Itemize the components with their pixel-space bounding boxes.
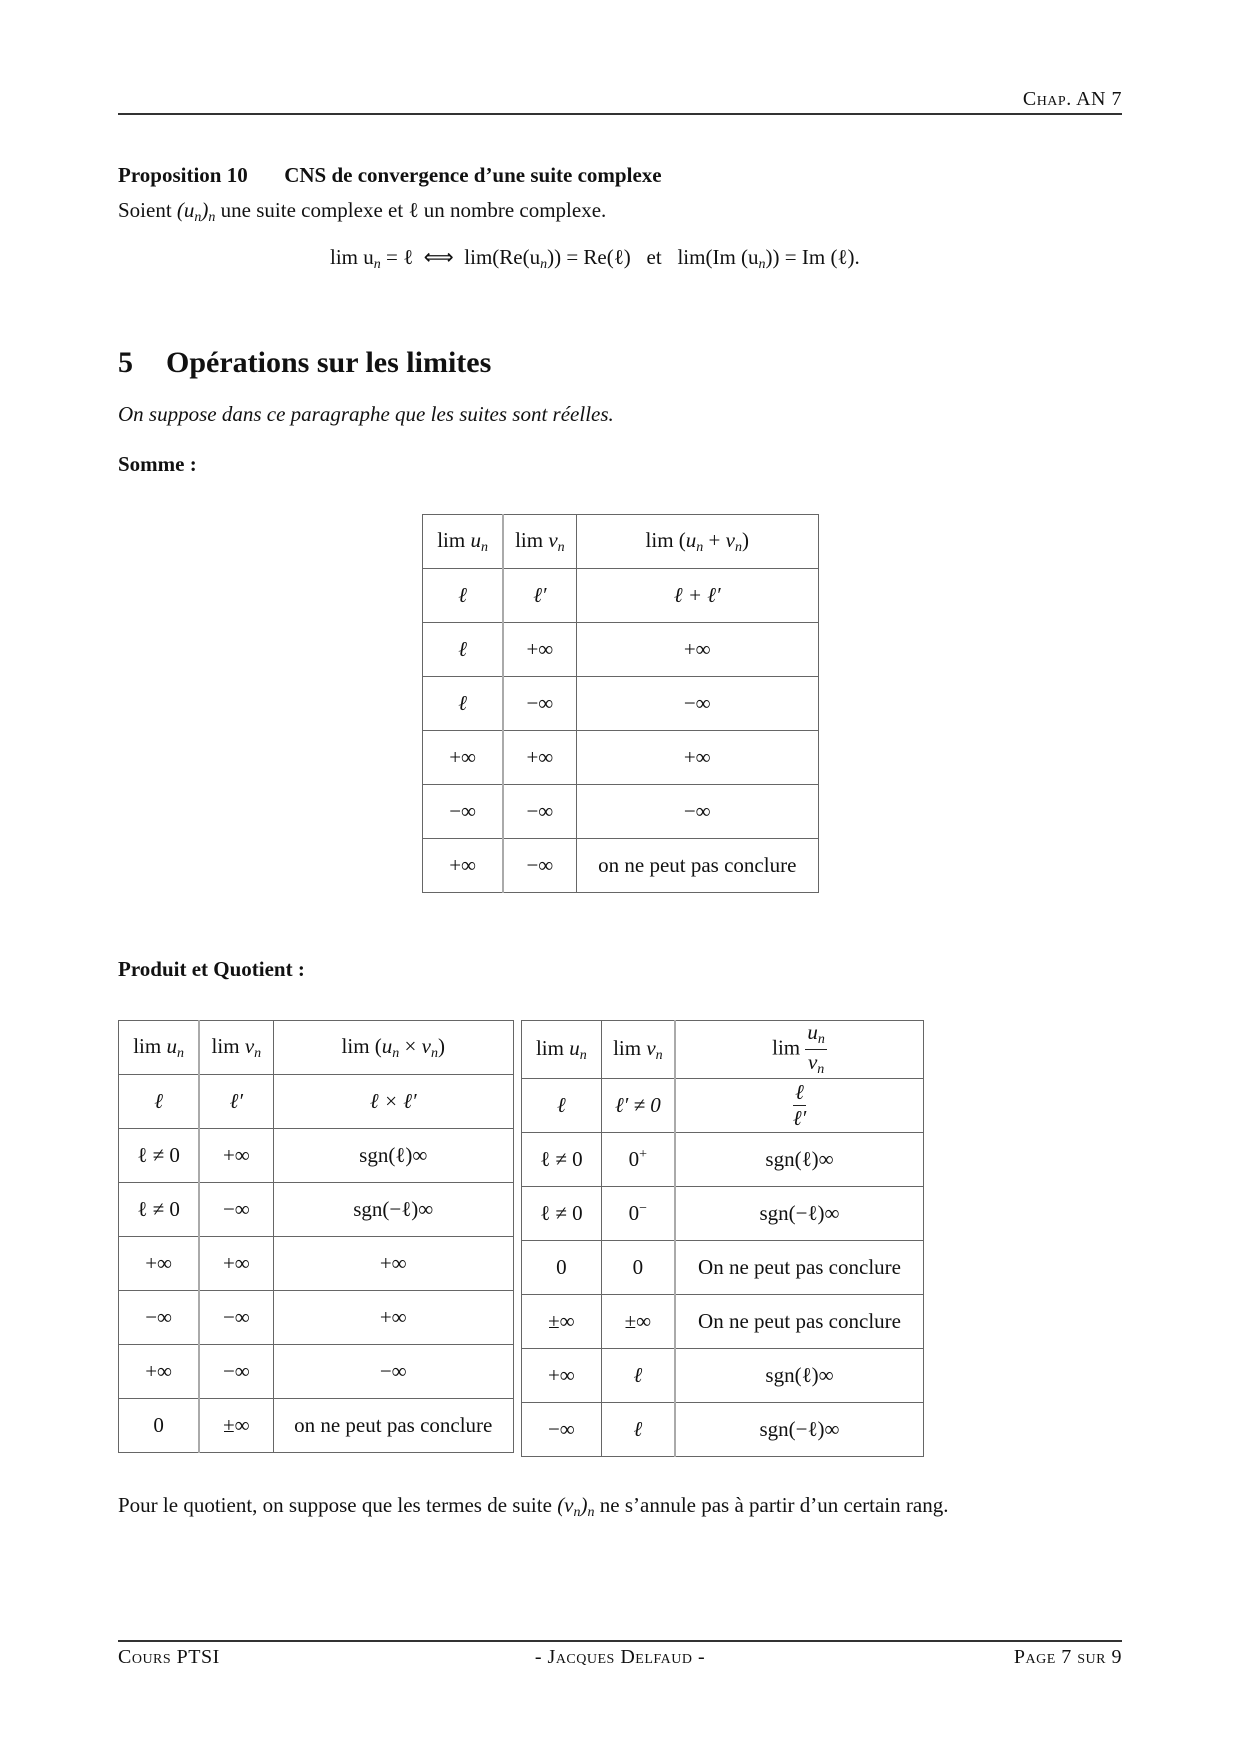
table-row [522, 1241, 924, 1295]
cell: +∞ [423, 731, 504, 785]
cell: −∞ [199, 1345, 273, 1399]
sequence-un: $(u_n)_n$ [176, 198, 216, 225]
proposition-title: CNS de convergence d’une suite complexe [284, 163, 662, 187]
cell: ℓ [423, 569, 504, 623]
cell: sgn(ℓ)∞ [675, 1133, 923, 1187]
table-row [522, 1295, 924, 1349]
table-header-row [423, 515, 819, 569]
chapter-header: Chap. AN 7 [1022, 88, 1122, 110]
cell: ℓ ≠ 0 [522, 1133, 602, 1187]
fraction-l-over-lprime: $\frac{\text{ℓ}}{\text{ℓ′}}$ [792, 1080, 807, 1130]
quotient-table [521, 1020, 924, 1457]
cell: −∞ [503, 839, 576, 893]
cell: ℓ′ [199, 1075, 273, 1129]
cell: ℓ′ ≠ 0 [601, 1079, 675, 1133]
cell: 0 [119, 1399, 200, 1453]
cell: +∞ [273, 1237, 514, 1291]
cell: on ne peut pas conclure [576, 839, 818, 893]
cell: −∞ [522, 1403, 602, 1457]
section-heading [118, 346, 491, 380]
cell: ±∞ [601, 1295, 675, 1349]
footer-right: Page 7 sur 9 [1013, 1646, 1122, 1668]
table-row [522, 1079, 924, 1133]
cell: ℓ ≠ 0 [522, 1187, 602, 1241]
cell: ℓ [119, 1075, 200, 1129]
cell: 0+ [601, 1133, 675, 1187]
table-header-row [522, 1021, 924, 1079]
somme-label: Somme : [118, 452, 197, 476]
table-header-row [119, 1021, 514, 1075]
header-lim-product: $\lim (u_n \times v_n)$ [273, 1021, 514, 1075]
table-row [119, 1291, 514, 1345]
cell: ℓ [423, 677, 504, 731]
cell: sgn(−ℓ)∞ [273, 1183, 514, 1237]
cell: ℓ ≠ 0 [119, 1183, 200, 1237]
cell: +∞ [522, 1349, 602, 1403]
somme-table [422, 514, 819, 893]
cell: +∞ [273, 1291, 514, 1345]
cell: ℓ′ [503, 569, 576, 623]
table-row [522, 1187, 924, 1241]
cell: sgn(ℓ)∞ [675, 1349, 923, 1403]
table-row [423, 785, 819, 839]
cell: ±∞ [522, 1295, 602, 1349]
cell: −∞ [273, 1345, 514, 1399]
table-row [522, 1349, 924, 1403]
cell: +∞ [423, 839, 504, 893]
fraction-un-over-vn: $\frac{u_n}{v_n}$ [807, 1020, 825, 1077]
cell: −∞ [119, 1291, 200, 1345]
table-row [119, 1345, 514, 1399]
table-row [423, 731, 819, 785]
header-lim-vn: $\lim v_n$ [503, 515, 576, 569]
cell: ±∞ [199, 1399, 273, 1453]
table-row [119, 1075, 514, 1129]
footer-center: - Jacques Delfaud - [534, 1646, 706, 1668]
table-row [423, 677, 819, 731]
header-lim-un: $\lim u_n$ [423, 515, 504, 569]
cell: sgn(−ℓ)∞ [675, 1187, 923, 1241]
cell: +∞ [199, 1237, 273, 1291]
cell: On ne peut pas conclure [675, 1241, 923, 1295]
cell: sgn(−ℓ)∞ [675, 1403, 923, 1457]
cell: −∞ [503, 677, 576, 731]
table-row [119, 1237, 514, 1291]
header-lim-un: $\lim u_n$ [119, 1021, 200, 1075]
table-row [522, 1133, 924, 1187]
cell: ℓ [522, 1079, 602, 1133]
header-lim-un: $\lim u_n$ [522, 1021, 602, 1079]
cell: −∞ [423, 785, 504, 839]
cell: ℓ [601, 1403, 675, 1457]
table-row [119, 1129, 514, 1183]
cell: +∞ [119, 1237, 200, 1291]
cell: +∞ [503, 731, 576, 785]
cell: −∞ [503, 785, 576, 839]
table-row [119, 1399, 514, 1453]
cell: ℓ [601, 1349, 675, 1403]
statement-prefix: Soient [118, 198, 172, 222]
footer-rule [118, 1640, 1122, 1642]
quotient-note: Pour le quotient, on suppose que les termes de suite $(v_n)_n$ ne s’annule pas à partir d’un certain rang. [118, 1493, 949, 1520]
cell: +∞ [576, 623, 818, 677]
cell: ℓ × ℓ′ [273, 1075, 514, 1129]
table-row [423, 839, 819, 893]
header-rule [118, 113, 1122, 115]
proposition-heading [118, 163, 662, 188]
section-number: 5 [118, 346, 133, 379]
produit-quotient-label: Produit et Quotient : [118, 957, 305, 981]
table-row [119, 1183, 514, 1237]
proposition-statement [118, 198, 606, 226]
proposition-label: Proposition 10 [118, 163, 248, 187]
header-lim-quotient: lim $\frac{u_n}{v_n}$ [675, 1021, 923, 1079]
section-intro: On suppose dans ce paragraphe que les suites sont réelles. [118, 402, 614, 426]
produit-table [118, 1020, 514, 1453]
cell: +∞ [503, 623, 576, 677]
table-row [522, 1403, 924, 1457]
cell: 0− [601, 1187, 675, 1241]
table-row [423, 569, 819, 623]
cell: −∞ [576, 785, 818, 839]
cell: on ne peut pas conclure [273, 1399, 514, 1453]
cell: 0 [522, 1241, 602, 1295]
cell: −∞ [576, 677, 818, 731]
table-row [423, 623, 819, 677]
header-lim-sum: $\lim (u_n + v_n)$ [576, 515, 818, 569]
cell: +∞ [199, 1129, 273, 1183]
cell: 0 [601, 1241, 675, 1295]
cell: On ne peut pas conclure [675, 1295, 923, 1349]
header-lim-vn: $\lim v_n$ [601, 1021, 675, 1079]
cell: +∞ [576, 731, 818, 785]
header-lim-vn: $\lim v_n$ [199, 1021, 273, 1075]
convergence-formula: $\lim u_n$ = ℓ ⟺ $\lim(Re(u_n))$ = Re(ℓ) et lim(Im $(u_n)) = Im$ (ℓ). [330, 245, 860, 272]
cell: +∞ [119, 1345, 200, 1399]
cell: ℓ + ℓ′ [576, 569, 818, 623]
cell [675, 1079, 923, 1133]
footer-left: Cours PTSI [118, 1646, 220, 1668]
section-title: Opérations sur les limites [166, 346, 492, 379]
cell: −∞ [199, 1291, 273, 1345]
cell: ℓ [423, 623, 504, 677]
cell: sgn(ℓ)∞ [273, 1129, 514, 1183]
cell: −∞ [199, 1183, 273, 1237]
cell: ℓ ≠ 0 [119, 1129, 200, 1183]
statement-suffix: une suite complexe et ℓ un nombre complexe. [215, 198, 607, 222]
